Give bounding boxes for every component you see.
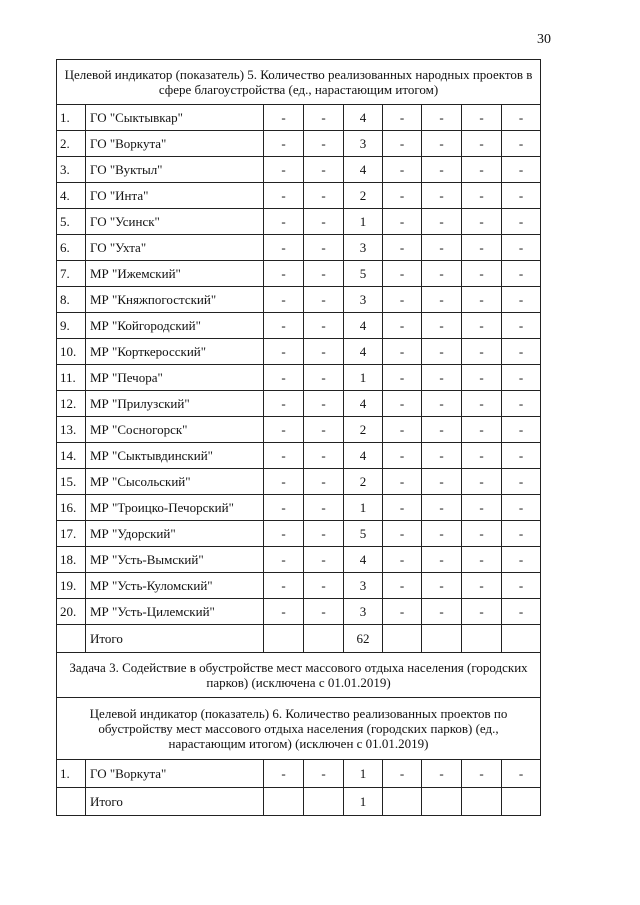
value-cell: -: [264, 365, 304, 391]
municipality-name: Итого: [86, 625, 264, 653]
value-cell: -: [304, 261, 344, 287]
value-cell: -: [422, 599, 462, 625]
value-cell: -: [264, 235, 304, 261]
value-cell: -: [264, 760, 304, 788]
value-cell: 1: [344, 760, 383, 788]
value-cell: -: [502, 183, 541, 209]
value-cell: [383, 625, 422, 653]
value-cell: -: [383, 469, 422, 495]
value-cell: -: [422, 209, 462, 235]
value-cell: 4: [344, 339, 383, 365]
value-cell: -: [383, 261, 422, 287]
value-cell: -: [304, 599, 344, 625]
table-row: [57, 760, 541, 788]
value-cell: -: [502, 313, 541, 339]
value-cell: -: [502, 157, 541, 183]
row-number: 14.: [57, 443, 86, 469]
value-cell: -: [304, 157, 344, 183]
value-cell: -: [422, 183, 462, 209]
value-cell: -: [304, 131, 344, 157]
value-cell: -: [422, 547, 462, 573]
value-cell: -: [462, 760, 502, 788]
row-number: 19.: [57, 573, 86, 599]
table-row: [57, 183, 541, 209]
value-cell: -: [462, 131, 502, 157]
value-cell: -: [422, 391, 462, 417]
value-cell: [462, 788, 502, 816]
value-cell: -: [304, 547, 344, 573]
value-cell: -: [462, 157, 502, 183]
value-cell: -: [304, 235, 344, 261]
value-cell: -: [304, 443, 344, 469]
municipality-name: Итого: [86, 788, 264, 816]
value-cell: 4: [344, 313, 383, 339]
indicator-5-header-row: [57, 60, 541, 105]
table-row: [57, 495, 541, 521]
indicator-6-header: Целевой индикатор (показатель) 6. Количество реализованных проектов по обустройству мест массового отдыха населения (городских парков) (ед., нарастающим итогом) (исключен с 01.01.2019): [57, 698, 541, 760]
value-cell: [422, 788, 462, 816]
value-cell: -: [264, 287, 304, 313]
value-cell: -: [264, 443, 304, 469]
value-cell: 1: [344, 788, 383, 816]
value-cell: -: [383, 339, 422, 365]
value-cell: 3: [344, 573, 383, 599]
value-cell: -: [422, 339, 462, 365]
value-cell: -: [383, 760, 422, 788]
table-row: [57, 313, 541, 339]
value-cell: 5: [344, 261, 383, 287]
row-number: [57, 788, 86, 816]
row-number: 20.: [57, 599, 86, 625]
municipality-name: МР "Ижемский": [86, 261, 264, 287]
value-cell: -: [502, 469, 541, 495]
value-cell: -: [502, 391, 541, 417]
value-cell: -: [502, 599, 541, 625]
row-number: 7.: [57, 261, 86, 287]
municipality-name: МР "Усть-Куломский": [86, 573, 264, 599]
row-number: 15.: [57, 469, 86, 495]
value-cell: [502, 788, 541, 816]
value-cell: -: [304, 417, 344, 443]
table-row: [57, 417, 541, 443]
table-row: [57, 391, 541, 417]
value-cell: -: [502, 105, 541, 131]
row-number: 18.: [57, 547, 86, 573]
value-cell: -: [422, 469, 462, 495]
value-cell: -: [304, 313, 344, 339]
row-number: 6.: [57, 235, 86, 261]
row-number: 8.: [57, 287, 86, 313]
table-row: [57, 287, 541, 313]
value-cell: -: [383, 417, 422, 443]
value-cell: -: [304, 760, 344, 788]
value-cell: -: [462, 521, 502, 547]
municipality-name: ГО "Воркута": [86, 760, 264, 788]
value-cell: [462, 625, 502, 653]
value-cell: -: [304, 391, 344, 417]
table-row: [57, 157, 541, 183]
value-cell: -: [264, 339, 304, 365]
municipality-name: МР "Печора": [86, 365, 264, 391]
value-cell: -: [422, 573, 462, 599]
value-cell: -: [462, 339, 502, 365]
value-cell: -: [304, 105, 344, 131]
table-row: [57, 105, 541, 131]
value-cell: [264, 788, 304, 816]
value-cell: 62: [344, 625, 383, 653]
task-3-header-row: [57, 653, 541, 698]
table-row: [57, 521, 541, 547]
value-cell: -: [502, 443, 541, 469]
value-cell: 2: [344, 183, 383, 209]
value-cell: -: [502, 760, 541, 788]
value-cell: -: [502, 209, 541, 235]
value-cell: -: [502, 365, 541, 391]
value-cell: -: [304, 365, 344, 391]
value-cell: -: [462, 599, 502, 625]
value-cell: -: [383, 521, 422, 547]
municipality-name: ГО "Воркута": [86, 131, 264, 157]
value-cell: -: [304, 469, 344, 495]
value-cell: -: [264, 547, 304, 573]
value-cell: -: [383, 235, 422, 261]
value-cell: 2: [344, 469, 383, 495]
indicators-table: [56, 59, 541, 816]
value-cell: -: [422, 287, 462, 313]
table-row: [57, 443, 541, 469]
value-cell: -: [264, 131, 304, 157]
municipality-name: ГО "Вуктыл": [86, 157, 264, 183]
value-cell: 1: [344, 495, 383, 521]
value-cell: -: [304, 339, 344, 365]
value-cell: -: [304, 287, 344, 313]
value-cell: 5: [344, 521, 383, 547]
value-cell: -: [502, 287, 541, 313]
value-cell: -: [422, 157, 462, 183]
page-number: 30: [537, 32, 551, 47]
municipality-name: МР "Прилузский": [86, 391, 264, 417]
municipality-name: ГО "Инта": [86, 183, 264, 209]
value-cell: 3: [344, 599, 383, 625]
value-cell: 4: [344, 547, 383, 573]
value-cell: -: [462, 287, 502, 313]
table-row: [57, 131, 541, 157]
row-number: 12.: [57, 391, 86, 417]
row-number: 5.: [57, 209, 86, 235]
value-cell: -: [462, 443, 502, 469]
row-number: 9.: [57, 313, 86, 339]
value-cell: -: [422, 235, 462, 261]
row-number: 17.: [57, 521, 86, 547]
value-cell: -: [304, 183, 344, 209]
row-number: 10.: [57, 339, 86, 365]
value-cell: -: [462, 209, 502, 235]
value-cell: -: [383, 287, 422, 313]
value-cell: -: [462, 235, 502, 261]
value-cell: -: [264, 495, 304, 521]
municipality-name: ГО "Ухта": [86, 235, 264, 261]
row-number: [57, 625, 86, 653]
indicator-5-header: Целевой индикатор (показатель) 5. Количество реализованных народных проектов в сфере благоустройства (ед., нарастающим итогом): [57, 60, 541, 105]
value-cell: -: [304, 495, 344, 521]
indicator-6-header-row: [57, 698, 541, 760]
value-cell: 2: [344, 417, 383, 443]
value-cell: -: [264, 209, 304, 235]
value-cell: 4: [344, 443, 383, 469]
municipality-name: МР "Сосногорск": [86, 417, 264, 443]
value-cell: -: [422, 313, 462, 339]
value-cell: -: [502, 417, 541, 443]
municipality-name: МР "Койгородский": [86, 313, 264, 339]
row-number: 11.: [57, 365, 86, 391]
value-cell: -: [462, 313, 502, 339]
row-number: 13.: [57, 417, 86, 443]
value-cell: -: [304, 521, 344, 547]
table-row: [57, 469, 541, 495]
value-cell: -: [383, 183, 422, 209]
value-cell: -: [462, 391, 502, 417]
value-cell: -: [462, 547, 502, 573]
value-cell: [264, 625, 304, 653]
value-cell: -: [264, 391, 304, 417]
value-cell: -: [462, 105, 502, 131]
value-cell: -: [383, 209, 422, 235]
municipality-name: ГО "Сыктывкар": [86, 105, 264, 131]
value-cell: 1: [344, 365, 383, 391]
value-cell: -: [462, 261, 502, 287]
value-cell: -: [383, 547, 422, 573]
value-cell: -: [383, 365, 422, 391]
row-number: 1.: [57, 760, 86, 788]
value-cell: -: [264, 469, 304, 495]
total-row: [57, 788, 541, 816]
value-cell: -: [383, 495, 422, 521]
value-cell: -: [422, 521, 462, 547]
value-cell: -: [383, 599, 422, 625]
value-cell: -: [383, 573, 422, 599]
value-cell: -: [264, 417, 304, 443]
value-cell: 3: [344, 131, 383, 157]
value-cell: 3: [344, 287, 383, 313]
row-number: 16.: [57, 495, 86, 521]
value-cell: -: [462, 469, 502, 495]
value-cell: -: [502, 235, 541, 261]
value-cell: [383, 788, 422, 816]
value-cell: -: [462, 495, 502, 521]
value-cell: -: [264, 573, 304, 599]
task-3-header: Задача 3. Содействие в обустройстве мест массового отдыха населения (городских парков) (исключена с 01.01.2019): [57, 653, 541, 698]
municipality-name: МР "Удорский": [86, 521, 264, 547]
row-number: 1.: [57, 105, 86, 131]
total-row: [57, 625, 541, 653]
value-cell: 3: [344, 235, 383, 261]
table-row: [57, 547, 541, 573]
table-row: [57, 339, 541, 365]
table-row: [57, 573, 541, 599]
value-cell: -: [264, 521, 304, 547]
value-cell: 4: [344, 391, 383, 417]
municipality-name: МР "Княжпогостский": [86, 287, 264, 313]
table-row: [57, 261, 541, 287]
value-cell: -: [462, 573, 502, 599]
value-cell: -: [422, 417, 462, 443]
value-cell: -: [462, 417, 502, 443]
municipality-name: МР "Сысольский": [86, 469, 264, 495]
value-cell: -: [264, 105, 304, 131]
value-cell: -: [383, 313, 422, 339]
value-cell: -: [502, 521, 541, 547]
value-cell: -: [502, 131, 541, 157]
table-row: [57, 599, 541, 625]
value-cell: -: [422, 760, 462, 788]
value-cell: -: [264, 313, 304, 339]
row-number: 3.: [57, 157, 86, 183]
value-cell: -: [502, 261, 541, 287]
value-cell: 4: [344, 157, 383, 183]
value-cell: -: [502, 573, 541, 599]
value-cell: -: [462, 365, 502, 391]
table-row: [57, 209, 541, 235]
value-cell: -: [422, 443, 462, 469]
value-cell: -: [502, 495, 541, 521]
value-cell: -: [264, 599, 304, 625]
value-cell: [304, 625, 344, 653]
table-row: [57, 365, 541, 391]
value-cell: [304, 788, 344, 816]
municipality-name: МР "Корткеросский": [86, 339, 264, 365]
value-cell: -: [383, 157, 422, 183]
municipality-name: МР "Усть-Вымский": [86, 547, 264, 573]
row-number: 4.: [57, 183, 86, 209]
table-body: [57, 60, 541, 816]
value-cell: -: [502, 547, 541, 573]
value-cell: -: [304, 209, 344, 235]
value-cell: [502, 625, 541, 653]
municipality-name: МР "Троицко-Печорский": [86, 495, 264, 521]
value-cell: 4: [344, 105, 383, 131]
value-cell: -: [422, 131, 462, 157]
value-cell: -: [264, 157, 304, 183]
value-cell: -: [502, 339, 541, 365]
value-cell: 1: [344, 209, 383, 235]
value-cell: -: [422, 261, 462, 287]
municipality-name: МР "Усть-Цилемский": [86, 599, 264, 625]
value-cell: -: [383, 105, 422, 131]
municipality-name: ГО "Усинск": [86, 209, 264, 235]
value-cell: -: [462, 183, 502, 209]
value-cell: -: [422, 495, 462, 521]
value-cell: -: [422, 365, 462, 391]
value-cell: [422, 625, 462, 653]
value-cell: -: [304, 573, 344, 599]
municipality-name: МР "Сыктывдинский": [86, 443, 264, 469]
value-cell: -: [383, 391, 422, 417]
value-cell: -: [383, 443, 422, 469]
value-cell: -: [264, 183, 304, 209]
value-cell: -: [264, 261, 304, 287]
value-cell: -: [383, 131, 422, 157]
row-number: 2.: [57, 131, 86, 157]
table-row: [57, 235, 541, 261]
value-cell: -: [422, 105, 462, 131]
